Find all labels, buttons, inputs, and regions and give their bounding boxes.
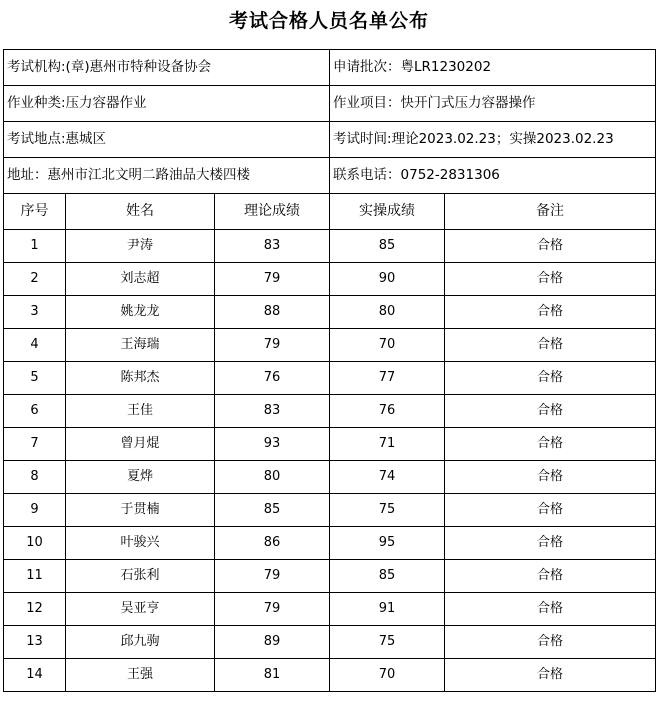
- application-batch: 申请批次：粤LR1230202: [330, 50, 656, 86]
- cell-no: 12: [4, 593, 66, 626]
- cell-remark: 合格: [445, 461, 656, 494]
- column-header-theory: 理论成绩: [215, 194, 330, 230]
- cell-no: 7: [4, 428, 66, 461]
- cell-theory-score: 85: [215, 494, 330, 527]
- cell-practice-score: 71: [330, 428, 445, 461]
- cell-name: 吴亚亨: [66, 593, 215, 626]
- cell-practice-score: 85: [330, 230, 445, 263]
- cell-practice-score: 70: [330, 329, 445, 362]
- info-row-location: [4, 122, 656, 158]
- table-row: [4, 659, 656, 692]
- cell-no: 6: [4, 395, 66, 428]
- cell-remark: 合格: [445, 395, 656, 428]
- exam-location: 考试地点:惠城区: [4, 122, 330, 158]
- cell-name: 刘志超: [66, 263, 215, 296]
- cell-practice-score: 70: [330, 659, 445, 692]
- work-project: 作业项目：快开门式压力容器操作: [330, 86, 656, 122]
- exam-agency: 考试机构:(章)惠州市特种设备协会: [4, 50, 330, 86]
- table-row: [4, 428, 656, 461]
- cell-name: 石张利: [66, 560, 215, 593]
- cell-practice-score: 95: [330, 527, 445, 560]
- cell-no: 5: [4, 362, 66, 395]
- column-header-practice: 实操成绩: [330, 194, 445, 230]
- cell-remark: 合格: [445, 560, 656, 593]
- cell-practice-score: 85: [330, 560, 445, 593]
- results-table: [3, 49, 656, 692]
- cell-practice-score: 75: [330, 626, 445, 659]
- cell-practice-score: 90: [330, 263, 445, 296]
- cell-practice-score: 76: [330, 395, 445, 428]
- column-header-remark: 备注: [445, 194, 656, 230]
- cell-name: 王强: [66, 659, 215, 692]
- table-row: [4, 461, 656, 494]
- cell-practice-score: 74: [330, 461, 445, 494]
- cell-theory-score: 79: [215, 263, 330, 296]
- table-row: [4, 560, 656, 593]
- cell-no: 4: [4, 329, 66, 362]
- cell-no: 3: [4, 296, 66, 329]
- address: 地址：惠州市江北文明二路油品大楼四楼: [4, 158, 330, 194]
- cell-no: 10: [4, 527, 66, 560]
- cell-no: 2: [4, 263, 66, 296]
- table-row: [4, 296, 656, 329]
- cell-remark: 合格: [445, 263, 656, 296]
- cell-theory-score: 83: [215, 230, 330, 263]
- cell-name: 尹涛: [66, 230, 215, 263]
- table-row: [4, 626, 656, 659]
- work-category: 作业种类:压力容器作业: [4, 86, 330, 122]
- cell-theory-score: 79: [215, 560, 330, 593]
- cell-remark: 合格: [445, 593, 656, 626]
- page-title: 考试合格人员名单公布: [228, 10, 429, 32]
- cell-no: 14: [4, 659, 66, 692]
- cell-remark: 合格: [445, 428, 656, 461]
- cell-name: 王海瑞: [66, 329, 215, 362]
- cell-no: 13: [4, 626, 66, 659]
- info-row-address: [4, 158, 656, 194]
- cell-theory-score: 79: [215, 329, 330, 362]
- cell-remark: 合格: [445, 626, 656, 659]
- contact-phone: 联系电话：0752-2831306: [330, 158, 656, 194]
- cell-no: 9: [4, 494, 66, 527]
- cell-no: 8: [4, 461, 66, 494]
- cell-no: 11: [4, 560, 66, 593]
- cell-remark: 合格: [445, 329, 656, 362]
- cell-no: 1: [4, 230, 66, 263]
- cell-remark: 合格: [445, 527, 656, 560]
- cell-theory-score: 76: [215, 362, 330, 395]
- table-row: [4, 527, 656, 560]
- cell-name: 邱九驹: [66, 626, 215, 659]
- cell-name: 王佳: [66, 395, 215, 428]
- cell-theory-score: 93: [215, 428, 330, 461]
- cell-theory-score: 83: [215, 395, 330, 428]
- table-row: [4, 230, 656, 263]
- cell-practice-score: 75: [330, 494, 445, 527]
- cell-remark: 合格: [445, 296, 656, 329]
- cell-name: 夏烨: [66, 461, 215, 494]
- cell-remark: 合格: [445, 659, 656, 692]
- cell-remark: 合格: [445, 362, 656, 395]
- table-row: [4, 329, 656, 362]
- cell-theory-score: 79: [215, 593, 330, 626]
- cell-theory-score: 80: [215, 461, 330, 494]
- cell-theory-score: 89: [215, 626, 330, 659]
- cell-name: 陈邦杰: [66, 362, 215, 395]
- cell-practice-score: 91: [330, 593, 445, 626]
- column-header-no: 序号: [4, 194, 66, 230]
- table-row: [4, 593, 656, 626]
- cell-name: 曾月焜: [66, 428, 215, 461]
- table-row: [4, 395, 656, 428]
- exam-time: 考试时间:理论2023.02.23；实操2023.02.23: [330, 122, 656, 158]
- cell-remark: 合格: [445, 230, 656, 263]
- cell-remark: 合格: [445, 494, 656, 527]
- cell-theory-score: 86: [215, 527, 330, 560]
- table-row: [4, 494, 656, 527]
- cell-theory-score: 88: [215, 296, 330, 329]
- cell-theory-score: 81: [215, 659, 330, 692]
- info-row-category: [4, 86, 656, 122]
- cell-practice-score: 80: [330, 296, 445, 329]
- cell-name: 姚龙龙: [66, 296, 215, 329]
- cell-name: 于贯楠: [66, 494, 215, 527]
- table-row: [4, 362, 656, 395]
- table-header-row: [4, 194, 656, 230]
- cell-name: 叶骏兴: [66, 527, 215, 560]
- info-row-agency: [4, 50, 656, 86]
- cell-practice-score: 77: [330, 362, 445, 395]
- table-row: [4, 263, 656, 296]
- column-header-name: 姓名: [66, 194, 215, 230]
